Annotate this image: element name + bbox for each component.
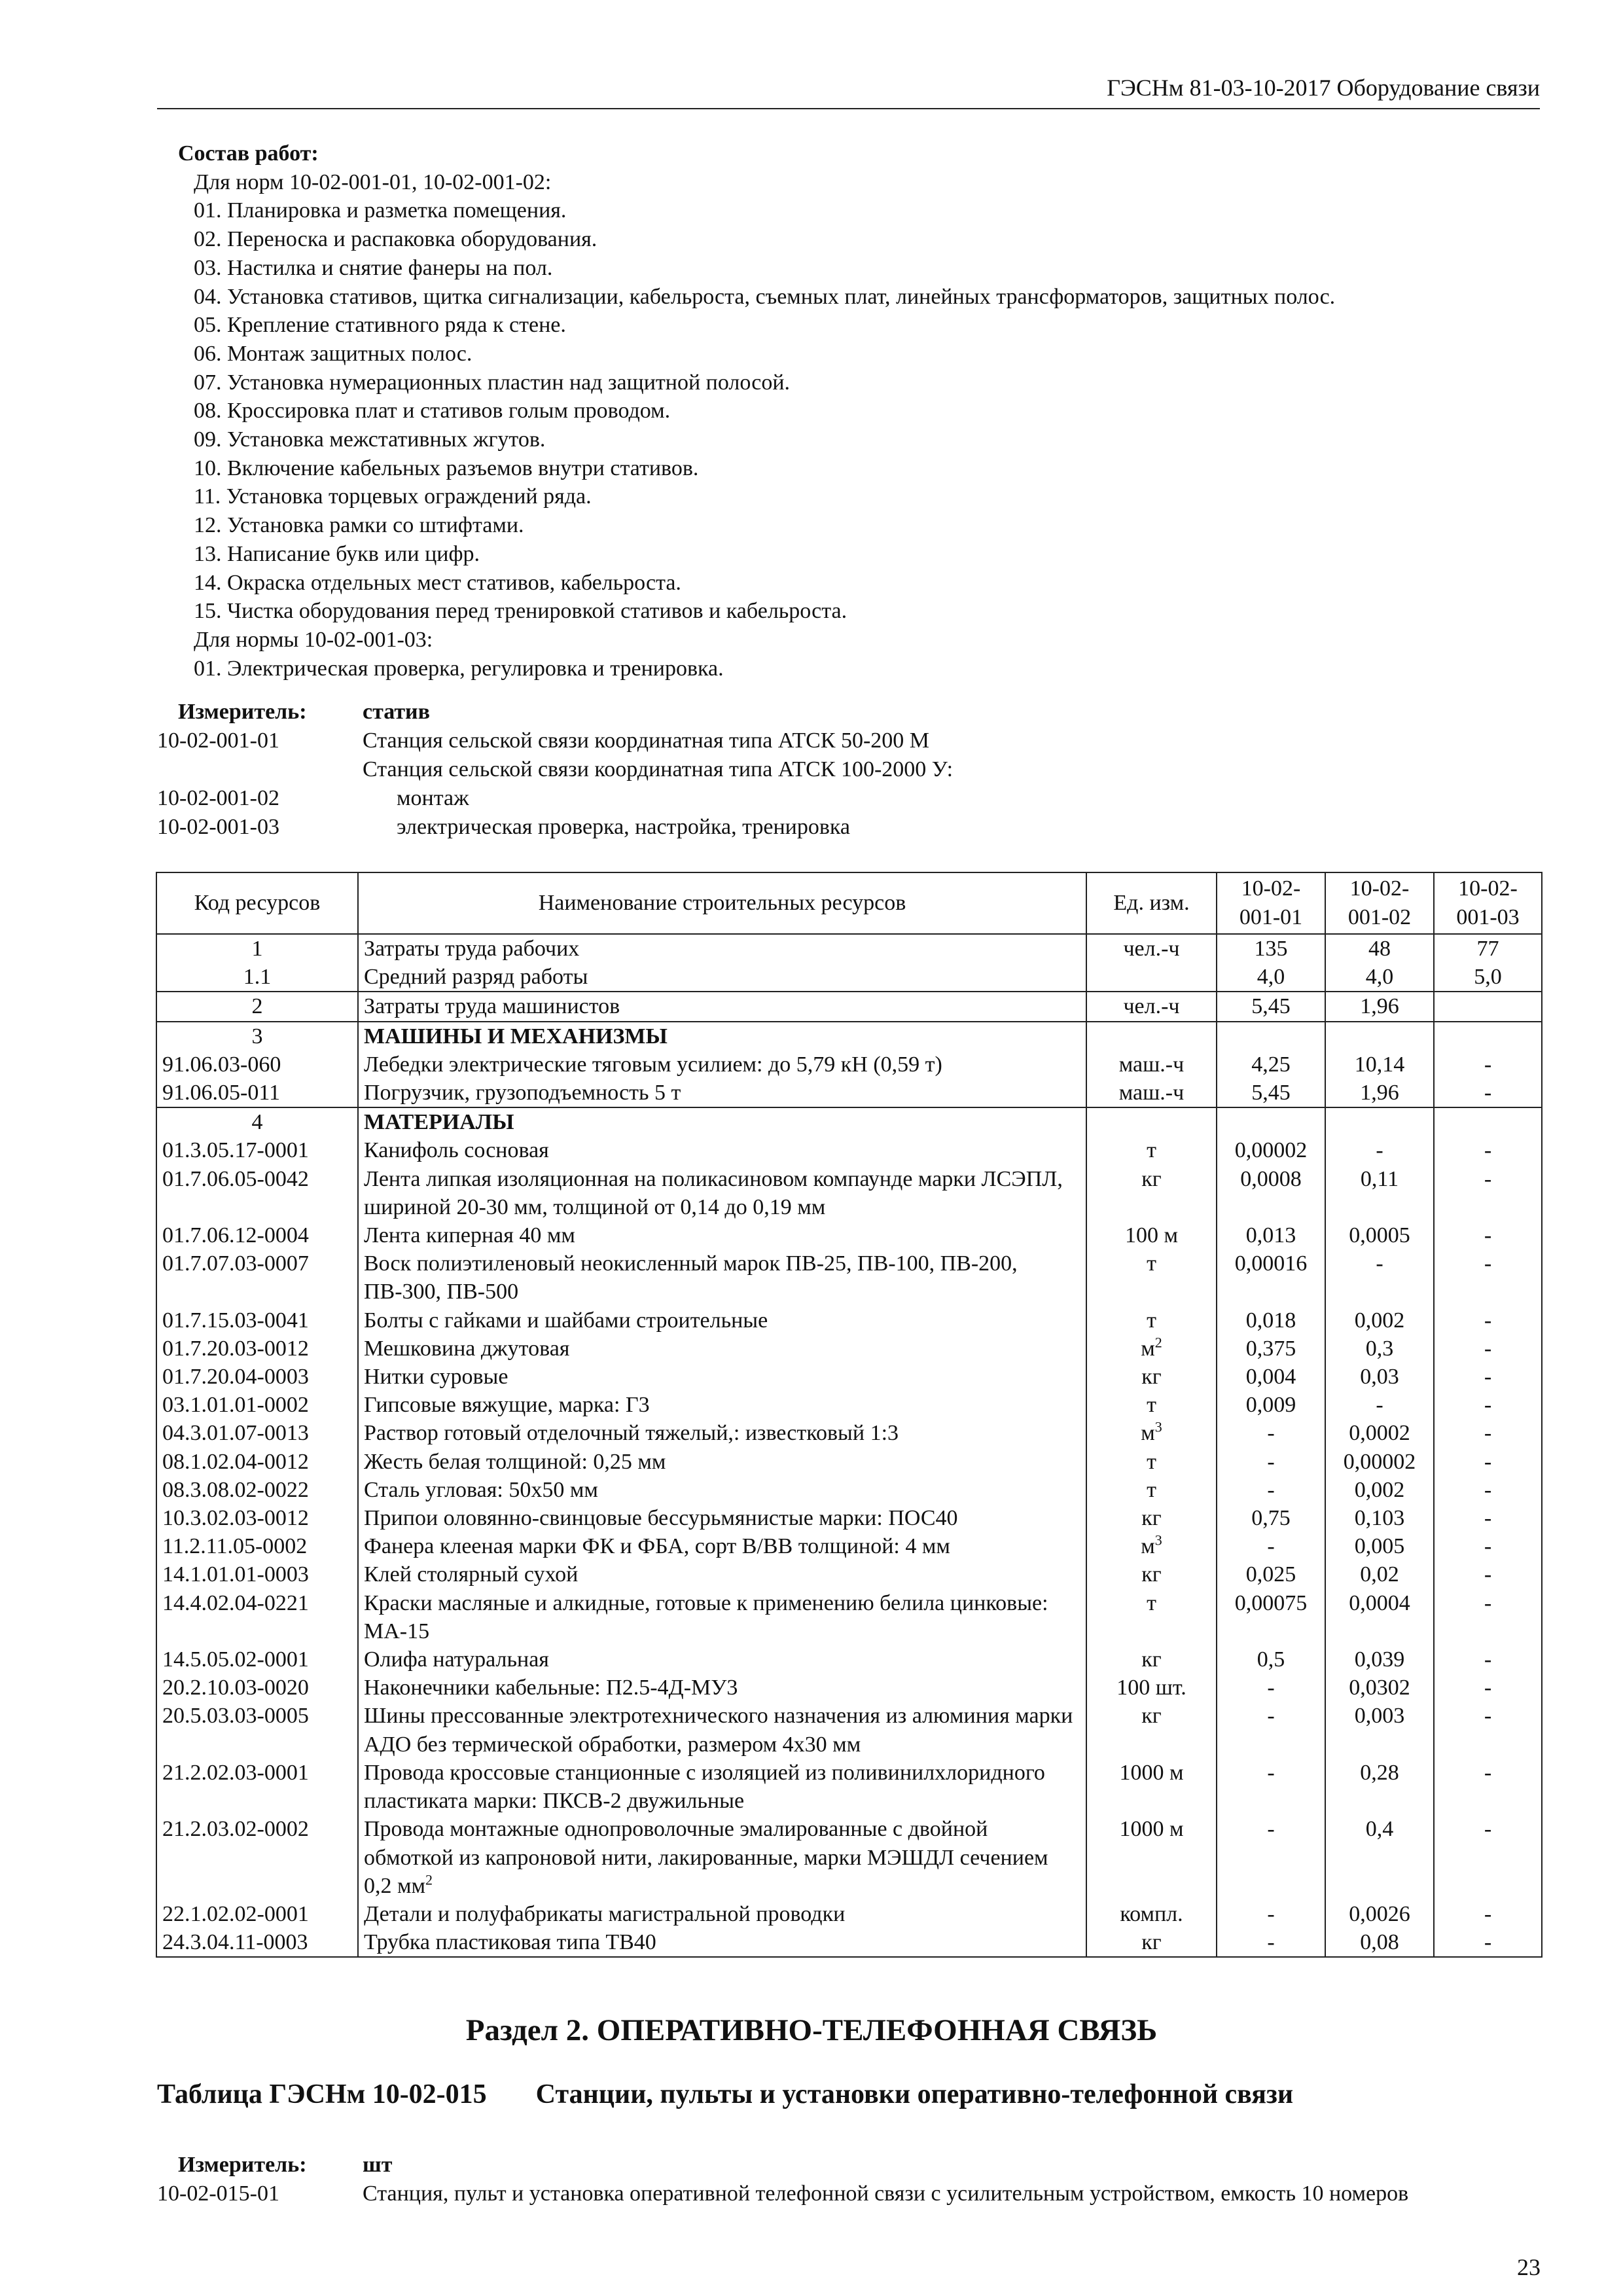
table-row <box>156 1476 1542 1504</box>
row-name: Канифоль сосновая <box>358 1136 1086 1164</box>
row-value-1: 0,013 <box>1217 1221 1325 1249</box>
row-value-2: - <box>1325 1249 1434 1306</box>
row-value-3: - <box>1434 1815 1542 1900</box>
row-value-2: 0,00002 <box>1325 1448 1434 1476</box>
row-value-3: - <box>1434 1306 1542 1335</box>
row-value-1: - <box>1217 1702 1325 1758</box>
row-name: Детали и полуфабрикаты магистральной проводки <box>358 1900 1086 1928</box>
measure-unit: статив <box>363 700 430 724</box>
col-header-unit: Ед. изм. <box>1086 872 1217 934</box>
row-unit: компл. <box>1086 1900 1217 1928</box>
work-step: 06. Монтаж защитных полос. <box>194 341 473 366</box>
row-name: Провода монтажные однопроволочные эмалированные с двойной обмоткой из капроновой нити, лакированные, марки МЭШДЛ сечением 0,2 $мм^2$ <box>358 1815 1086 1900</box>
row-unit: кг <box>1086 1928 1217 1957</box>
row-value-1: 0,375 <box>1217 1335 1325 1363</box>
row-value-1: 4,25 <box>1217 1050 1325 1079</box>
table-number: Таблица ГЭСНм 10-02-015 <box>157 2079 487 2109</box>
row-code: 24.3.04.11-0003 <box>156 1928 358 1957</box>
row-value-2: 48 <box>1325 934 1434 963</box>
measure-text: Станция, пульт и установка оперативной телефонной связи с усилительным устройством, емкость 10 номеров <box>363 2181 1409 2206</box>
table-row <box>156 1645 1542 1674</box>
row-value-2: 0,02 <box>1325 1560 1434 1588</box>
row-code: 01.7.20.04-0003 <box>156 1363 358 1391</box>
row-code: 08.3.08.02-0022 <box>156 1476 358 1504</box>
row-value-3: - <box>1434 1249 1542 1306</box>
row-value-2: 0,3 <box>1325 1335 1434 1363</box>
row-value-3: - <box>1434 1532 1542 1560</box>
page-number: 23 <box>1517 2254 1541 2280</box>
row-code: 20.2.10.03-0020 <box>156 1674 358 1702</box>
row-code: 1 <box>156 934 358 963</box>
table-row <box>156 1165 1542 1221</box>
work-step: Для норм 10-02-001-01, 10-02-001-02: <box>194 170 552 194</box>
row-name: Лента киперная 40 мм <box>358 1221 1086 1249</box>
row-code: 14.5.05.02-0001 <box>156 1645 358 1674</box>
row-value-3 <box>1434 1107 1542 1136</box>
work-step: 15. Чистка оборудования перед тренировкой стативов и кабельроста. <box>194 599 847 624</box>
row-value-3: 77 <box>1434 934 1542 963</box>
measure-code: 10-02-001-02 <box>157 786 279 810</box>
col-header-norm-3: 10-02-001-03 <box>1434 872 1542 934</box>
row-code: 14.4.02.04-0221 <box>156 1589 358 1645</box>
table-row <box>156 1674 1542 1702</box>
row-unit: $м^3$ <box>1086 1419 1217 1447</box>
row-value-3: - <box>1434 1050 1542 1079</box>
row-value-2 <box>1325 1107 1434 1136</box>
row-value-3: - <box>1434 1928 1542 1957</box>
row-unit: 100 шт. <box>1086 1674 1217 1702</box>
row-value-2: 0,0302 <box>1325 1674 1434 1702</box>
row-unit <box>1086 1107 1217 1136</box>
table-row <box>156 1419 1542 1447</box>
row-code: 01.7.06.05-0042 <box>156 1165 358 1221</box>
work-step: 08. Кроссировка плат и стативов голым проводом. <box>194 399 671 423</box>
row-code: 1.1 <box>156 963 358 992</box>
row-unit: чел.-ч <box>1086 934 1217 963</box>
measure-code: 10-02-015-01 <box>157 2181 279 2206</box>
table-row <box>156 1759 1542 1815</box>
measure-unit: шт <box>363 2153 393 2177</box>
row-value-3: - <box>1434 1589 1542 1645</box>
measure-code: 10-02-001-03 <box>157 815 279 839</box>
row-value-3: - <box>1434 1391 1542 1419</box>
row-unit: т <box>1086 1391 1217 1419</box>
row-unit: кг <box>1086 1504 1217 1532</box>
row-value-1: 0,018 <box>1217 1306 1325 1335</box>
resource-table <box>156 872 1543 1958</box>
row-value-2: 0,03 <box>1325 1363 1434 1391</box>
table-row <box>156 963 1542 992</box>
table-row <box>156 1560 1542 1588</box>
table-row <box>156 1022 1542 1050</box>
row-code: 01.7.15.03-0041 <box>156 1306 358 1335</box>
row-code: 22.1.02.02-0001 <box>156 1900 358 1928</box>
row-value-2: 0,005 <box>1325 1532 1434 1560</box>
measure-text: Станция сельской связи координатная типа АТСК 100-2000 У: <box>363 757 954 781</box>
table-row <box>156 1306 1542 1335</box>
row-value-1: 0,004 <box>1217 1363 1325 1391</box>
row-unit: т <box>1086 1306 1217 1335</box>
row-name: Болты с гайками и шайбами строительные <box>358 1306 1086 1335</box>
row-name: Жесть белая толщиной: 0,25 мм <box>358 1448 1086 1476</box>
row-value-2: 10,14 <box>1325 1050 1434 1079</box>
header-rule <box>157 108 1540 109</box>
col-header-name: Наименование строительных ресурсов <box>358 872 1086 934</box>
row-value-1: - <box>1217 1532 1325 1560</box>
row-name: Олифа натуральная <box>358 1645 1086 1674</box>
row-unit: маш.-ч <box>1086 1079 1217 1107</box>
row-name: Затраты труда машинистов <box>358 992 1086 1021</box>
row-value-3: 5,0 <box>1434 963 1542 992</box>
table-row <box>156 1504 1542 1532</box>
row-value-2: 1,96 <box>1325 992 1434 1021</box>
work-step: 07. Установка нумерационных пластин над защитной полосой. <box>194 370 791 395</box>
work-step: 04. Установка стативов, щитка сигнализации, кабельроста, съемных плат, линейных трансформаторов, защитных полос. <box>194 284 1336 309</box>
measure-block-2 <box>157 2151 1544 2216</box>
section-title: Раздел 2. ОПЕРАТИВНО-ТЕЛЕФОННАЯ СВЯЗЬ <box>465 2013 1158 2047</box>
row-value-1: - <box>1217 1759 1325 1815</box>
table-row <box>156 992 1542 1021</box>
row-value-3: - <box>1434 1221 1542 1249</box>
row-value-2: 0,039 <box>1325 1645 1434 1674</box>
row-unit: т <box>1086 1448 1217 1476</box>
work-composition-list <box>178 168 1335 683</box>
row-value-3: - <box>1434 1504 1542 1532</box>
row-unit: кг <box>1086 1165 1217 1221</box>
work-step: Для нормы 10-02-001-03: <box>194 627 433 652</box>
row-code: 21.2.02.03-0001 <box>156 1759 358 1815</box>
row-value-2: 0,002 <box>1325 1306 1434 1335</box>
row-name: Наконечники кабельные: П2.5-4Д-МУ3 <box>358 1674 1086 1702</box>
row-value-2: 0,28 <box>1325 1759 1434 1815</box>
row-name: Фанера клееная марки ФК и ФБА, сорт В/ВВ толщиной: 4 мм <box>358 1532 1086 1560</box>
row-name: Провода кроссовые станционные с изоляцией из поливинилхлоридного пластиката марки: ПКСВ-2 двужильные <box>358 1759 1086 1815</box>
row-value-2: 0,002 <box>1325 1476 1434 1504</box>
row-value-1: - <box>1217 1900 1325 1928</box>
row-value-1: 0,00075 <box>1217 1589 1325 1645</box>
row-code: 91.06.03-060 <box>156 1050 358 1079</box>
row-unit: кг <box>1086 1363 1217 1391</box>
row-value-3 <box>1434 992 1542 1021</box>
row-code: 21.2.03.02-0002 <box>156 1815 358 1900</box>
work-step: 14. Окраска отдельных мест стативов, кабельроста. <box>194 570 681 595</box>
row-code: 3 <box>156 1022 358 1050</box>
row-value-1: 0,025 <box>1217 1560 1325 1588</box>
row-value-3: - <box>1434 1363 1542 1391</box>
row-code: 11.2.11.05-0002 <box>156 1532 358 1560</box>
running-header: ГЭСНм 81-03-10-2017 Оборудование связи <box>1107 75 1540 101</box>
row-value-1: - <box>1217 1419 1325 1447</box>
measure-text: электрическая проверка, настройка, тренировка <box>397 815 851 839</box>
row-value-3: - <box>1434 1419 1542 1447</box>
table-header-row <box>156 872 1542 934</box>
row-value-2: 0,4 <box>1325 1815 1434 1900</box>
row-value-1: 0,00016 <box>1217 1249 1325 1306</box>
row-value-3: - <box>1434 1759 1542 1815</box>
row-code: 03.1.01.01-0002 <box>156 1391 358 1419</box>
work-step: 13. Написание букв или цифр. <box>194 541 480 566</box>
col-header-norm-2: 10-02-001-02 <box>1325 872 1434 934</box>
row-unit: т <box>1086 1476 1217 1504</box>
row-name: Лебедки электрические тяговым усилием: до 5,79 кН (0,59 т) <box>358 1050 1086 1079</box>
row-value-3: - <box>1434 1448 1542 1476</box>
row-unit <box>1086 963 1217 992</box>
table-row <box>156 1448 1542 1476</box>
row-name: Затраты труда рабочих <box>358 934 1086 963</box>
row-name: Клей столярный сухой <box>358 1560 1086 1588</box>
row-value-2: 0,0005 <box>1325 1221 1434 1249</box>
work-step: 11. Установка торцевых ограждений ряда. <box>194 484 592 509</box>
table-row <box>156 934 1542 963</box>
row-unit: 1000 м <box>1086 1815 1217 1900</box>
row-value-2: 0,0004 <box>1325 1589 1434 1645</box>
row-name: Средний разряд работы <box>358 963 1086 992</box>
row-name: Воск полиэтиленовый неокисленный марок ПВ-25, ПВ-100, ПВ-200, ПВ-300, ПВ-500 <box>358 1249 1086 1306</box>
row-unit: т <box>1086 1249 1217 1306</box>
work-step: 01. Планировка и разметка помещения. <box>194 198 567 223</box>
table-row <box>156 1363 1542 1391</box>
row-code: 10.3.02.03-0012 <box>156 1504 358 1532</box>
row-code: 08.1.02.04-0012 <box>156 1448 358 1476</box>
row-value-3: - <box>1434 1560 1542 1588</box>
table-row <box>156 1050 1542 1079</box>
row-unit: чел.-ч <box>1086 992 1217 1021</box>
row-value-1: - <box>1217 1815 1325 1900</box>
row-name: Гипсовые вяжущие, марка: Г3 <box>358 1391 1086 1419</box>
row-value-3: - <box>1434 1079 1542 1107</box>
row-value-2: 0,08 <box>1325 1928 1434 1957</box>
table-row <box>156 1589 1542 1645</box>
row-value-1: - <box>1217 1476 1325 1504</box>
work-step: 05. Крепление стативного ряда к стене. <box>194 313 566 338</box>
row-value-3: - <box>1434 1136 1542 1164</box>
row-value-1: 5,45 <box>1217 992 1325 1021</box>
table-row <box>156 1136 1542 1164</box>
row-name: МАТЕРИАЛЫ <box>358 1107 1086 1136</box>
row-value-1: - <box>1217 1448 1325 1476</box>
work-composition <box>178 139 1335 683</box>
row-unit: т <box>1086 1589 1217 1645</box>
work-step: 12. Установка рамки со штифтами. <box>194 513 524 538</box>
row-unit: $м^3$ <box>1086 1532 1217 1560</box>
table-row <box>156 1815 1542 1900</box>
measure-text: Станция сельской связи координатная типа АТСК 50-200 М <box>363 728 930 753</box>
table-row <box>156 1900 1542 1928</box>
work-step: 10. Включение кабельных разъемов внутри стативов. <box>194 456 699 480</box>
row-value-3: - <box>1434 1900 1542 1928</box>
row-name: Шины прессованные электротехнического назначения из алюминия марки АДО без термической обработки, размером 4х30 мм <box>358 1702 1086 1758</box>
row-unit: маш.-ч <box>1086 1050 1217 1079</box>
row-value-1 <box>1217 1022 1325 1050</box>
row-value-2: 0,11 <box>1325 1165 1434 1221</box>
row-code: 01.7.20.03-0012 <box>156 1335 358 1363</box>
row-value-3: - <box>1434 1645 1542 1674</box>
row-value-2: - <box>1325 1391 1434 1419</box>
row-value-1: - <box>1217 1674 1325 1702</box>
row-name: Лента липкая изоляционная на поликасиновом компаунде марки ЛСЭПЛ, шириной 20-30 мм, толщиной от 0,14 до 0,19 мм <box>358 1165 1086 1221</box>
work-step: 03. Настилка и снятие фанеры на пол. <box>194 255 553 280</box>
row-name: Погрузчик, грузоподъемность 5 т <box>358 1079 1086 1107</box>
row-value-3: - <box>1434 1702 1542 1758</box>
row-unit: кг <box>1086 1702 1217 1758</box>
row-code: 20.5.03.03-0005 <box>156 1702 358 1758</box>
row-value-2: 0,0026 <box>1325 1900 1434 1928</box>
row-name: МАШИНЫ И МЕХАНИЗМЫ <box>358 1022 1086 1050</box>
row-value-1: 0,009 <box>1217 1391 1325 1419</box>
row-value-2 <box>1325 1022 1434 1050</box>
row-value-1: 5,45 <box>1217 1079 1325 1107</box>
row-code: 91.06.05-011 <box>156 1079 358 1107</box>
measure-label: Измеритель: <box>178 2153 307 2177</box>
row-value-2: 0,003 <box>1325 1702 1434 1758</box>
table-row <box>156 1107 1542 1136</box>
row-value-1: 0,00002 <box>1217 1136 1325 1164</box>
row-value-1: 4,0 <box>1217 963 1325 992</box>
work-composition-title: Состав работ: <box>178 141 319 166</box>
row-value-3: - <box>1434 1674 1542 1702</box>
row-unit: 100 м <box>1086 1221 1217 1249</box>
work-step: 01. Электрическая проверка, регулировка и тренировка. <box>194 656 724 681</box>
row-value-2: 4,0 <box>1325 963 1434 992</box>
row-value-3: - <box>1434 1476 1542 1504</box>
row-value-2: 0,103 <box>1325 1504 1434 1532</box>
table-row <box>156 1702 1542 1758</box>
row-name: Нитки суровые <box>358 1363 1086 1391</box>
row-code: 04.3.01.07-0013 <box>156 1419 358 1447</box>
row-name: Сталь угловая: 50х50 мм <box>358 1476 1086 1504</box>
row-name: Краски масляные и алкидные, готовые к применению белила цинковые: МА-15 <box>358 1589 1086 1645</box>
row-value-3 <box>1434 1022 1542 1050</box>
resource-table-body <box>156 934 1542 1957</box>
table-row <box>156 1532 1542 1560</box>
row-name: Трубка пластиковая типа ТВ40 <box>358 1928 1086 1957</box>
row-value-2: 1,96 <box>1325 1079 1434 1107</box>
row-unit: $м^2$ <box>1086 1335 1217 1363</box>
row-value-1: 135 <box>1217 934 1325 963</box>
row-value-1 <box>1217 1107 1325 1136</box>
table-row <box>156 1249 1542 1306</box>
table-row <box>156 1391 1542 1419</box>
row-value-1: 0,0008 <box>1217 1165 1325 1221</box>
row-value-2: - <box>1325 1136 1434 1164</box>
row-code: 01.3.05.17-0001 <box>156 1136 358 1164</box>
work-step: 09. Установка межстативных жгутов. <box>194 427 546 452</box>
row-name: Раствор готовый отделочный тяжелый,: известковый 1:3 <box>358 1419 1086 1447</box>
row-code: 14.1.01.01-0003 <box>156 1560 358 1588</box>
table-row <box>156 1079 1542 1107</box>
row-unit <box>1086 1022 1217 1050</box>
col-header-norm-1: 10-02-001-01 <box>1217 872 1325 934</box>
row-value-3: - <box>1434 1335 1542 1363</box>
measure-text: монтаж <box>397 786 469 810</box>
row-unit: т <box>1086 1136 1217 1164</box>
table-row <box>156 1928 1542 1957</box>
row-name: Мешковина джутовая <box>358 1335 1086 1363</box>
row-value-3: - <box>1434 1165 1542 1221</box>
row-name: Припои оловянно-свинцовые бессурьмянистые марки: ПОС40 <box>358 1504 1086 1532</box>
row-code: 01.7.06.12-0004 <box>156 1221 358 1249</box>
row-value-1: 0,5 <box>1217 1645 1325 1674</box>
work-step: 02. Переноска и распаковка оборудования. <box>194 227 597 252</box>
row-unit: кг <box>1086 1645 1217 1674</box>
table-title <box>157 2079 1293 2110</box>
measure-label: Измеритель: <box>178 700 307 724</box>
table-row <box>156 1335 1542 1363</box>
row-code: 2 <box>156 992 358 1021</box>
measure-block <box>157 698 1531 855</box>
table-row <box>156 1221 1542 1249</box>
row-unit: кг <box>1086 1560 1217 1588</box>
row-unit: 1000 м <box>1086 1759 1217 1815</box>
row-value-1: - <box>1217 1928 1325 1957</box>
row-code: 01.7.07.03-0007 <box>156 1249 358 1306</box>
row-value-1: 0,75 <box>1217 1504 1325 1532</box>
table-name: Станции, пульты и установки оперативно-телефонной связи <box>535 2079 1294 2109</box>
measure-code: 10-02-001-01 <box>157 728 279 753</box>
row-value-2: 0,0002 <box>1325 1419 1434 1447</box>
col-header-code: Код ресурсов <box>156 872 358 934</box>
row-code: 4 <box>156 1107 358 1136</box>
